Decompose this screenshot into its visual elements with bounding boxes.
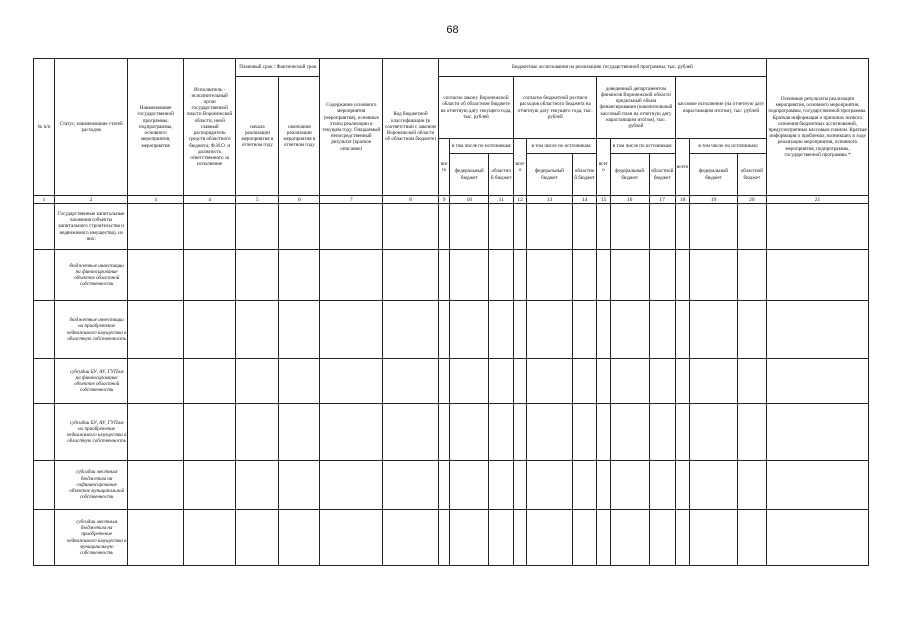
column-number: 6 (279, 196, 320, 204)
row-label-item: бюджетные инвестиции на финансирование объектов областной собственности (54, 250, 127, 301)
header-regional-2: областной бюджет (573, 154, 597, 196)
column-number: 3 (128, 196, 184, 204)
header-status: Статус, наименование статей расходов (54, 59, 127, 196)
header-start: начала реализации мероприятия в отчетном году (236, 77, 279, 196)
column-numbers-row (34, 196, 869, 204)
column-number: 11 (489, 196, 514, 204)
header-number: № п/п (34, 59, 55, 196)
column-number: 5 (236, 196, 279, 204)
column-number: 17 (649, 196, 675, 204)
row-label-item: субсидии БУ, АУ, ГУПам на приобретение недвижимого имущества в областную собственность (54, 404, 127, 461)
header-program-name: Наименование государственной программы, подпрограммы, основного мероприятия, мероприятия (128, 59, 184, 196)
column-number: 10 (450, 196, 489, 204)
row-label-item: субсидии местным бюджетам на приобретение недвижимого имущества в муниципальную собственность (54, 510, 127, 566)
header-content: Содержание основного мероприятия (мероприятия), основные этапы реализации в текущем году. Ожидаемый непосредственный результат (краткое описание) (320, 59, 383, 196)
column-number: 12 (514, 196, 527, 204)
header-federal-3: федеральный бюджет (610, 154, 649, 196)
table-row (34, 359, 869, 404)
row-label-item: субсидии местным бюджетам на софинансирование объектов муниципальной собственности (54, 461, 127, 510)
column-number: 18 (675, 196, 690, 204)
column-number: 2 (54, 196, 127, 204)
table-row (34, 461, 869, 510)
header-by-law: согласно закону Воронежской области об областном бюджете на отчетную дату текущего года, тыс. рублей (438, 77, 514, 139)
header-results: Основные результаты реализации мероприятия, основного мероприятия, подпрограммы, государственной программы. Краткая информация о причинах низкого освоения бюджетных ассигнований, предусмотренных кассовым планом. Краткая информация о проблемах, возникших в ходе реализации мероприятия, основного мероприятия, подпрограммы, государственной программы * (767, 59, 869, 196)
header-by-roster: согласно бюджетной росписи расходов областного бюджета на отчетную дату текущего года, тыс. рублей (514, 77, 597, 139)
header-federal-2: федеральный бюджет (526, 154, 572, 196)
table-row (34, 404, 869, 461)
header-regional-1: областной бюджет (489, 154, 514, 196)
header-federal-4: федеральный бюджет (690, 154, 737, 196)
header-end: окончания реализации мероприятия в отчетном году (279, 77, 320, 196)
header-cash: кассовое исполнение (на отчетную дату нарастающим итогом), тыс. рублей (675, 77, 766, 139)
header-total-2: всего (514, 139, 527, 196)
row-label-capital-investments: Государственные капитальные вложения (объекты капитального строительства и недвижимого имущества), из них: (54, 204, 127, 250)
column-number: 7 (320, 196, 383, 204)
header-federal-1: федеральный бюджет (450, 154, 489, 196)
table-row (34, 250, 869, 301)
header-total-3: всего (597, 139, 611, 196)
header-regional-3: областной бюджет (649, 154, 675, 196)
budget-report-table (33, 58, 869, 566)
column-number: 9 (438, 196, 450, 204)
column-number: 1 (34, 196, 55, 204)
header-budget-allocations: Бюджетные ассигнования на реализацию государственной программы, тыс. рублей (438, 59, 766, 77)
header-executor: Исполнитель - исполнительный орган государственной власти Воронежской области, иной главный распорядитель средств областного бюджета; Ф.И.О. и должность ответственного за исполнение (183, 59, 235, 196)
header-incl-1: в том числе по источникам: (450, 139, 514, 154)
table-row (34, 510, 869, 566)
header-incl-2: в том числе по источникам: (526, 139, 596, 154)
header-budget-code: Код бюджетной классификации (в соответствии с законом Воронежской области об областном бюджете) (383, 59, 439, 196)
header-regional-4: областной бюджет (737, 154, 766, 196)
column-number: 19 (690, 196, 737, 204)
column-number: 20 (737, 196, 766, 204)
column-number: 16 (610, 196, 649, 204)
column-number: 14 (573, 196, 597, 204)
header-total-1: всего (438, 139, 450, 196)
table-row (34, 204, 869, 250)
page-number: 68 (446, 24, 459, 36)
column-number: 13 (526, 196, 572, 204)
header-incl-4: в том числе по источникам: (690, 139, 767, 154)
header-incl-3: в том числе по источникам: (610, 139, 675, 154)
column-number: 8 (383, 196, 439, 204)
header-limit: доведенный департаментом финансов Воронежской области предельный объем финансирования (накопительный кассовый план на отчетную дату нарастающим итогом), тыс. рублей (597, 77, 676, 139)
column-number: 4 (183, 196, 235, 204)
header-total-4: всего (675, 139, 690, 196)
column-number: 21 (767, 196, 869, 204)
column-number: 15 (597, 196, 611, 204)
header-plan-term: Плановый срок / Фактический срок (236, 59, 320, 77)
row-label-item: бюджетные инвестиции на приобретение недвижимого имущества в областную собственность (54, 301, 127, 359)
row-label-item: субсидии БУ, АУ, ГУПам на финансирование объектов областной собственности (54, 359, 127, 404)
table-row (34, 301, 869, 359)
